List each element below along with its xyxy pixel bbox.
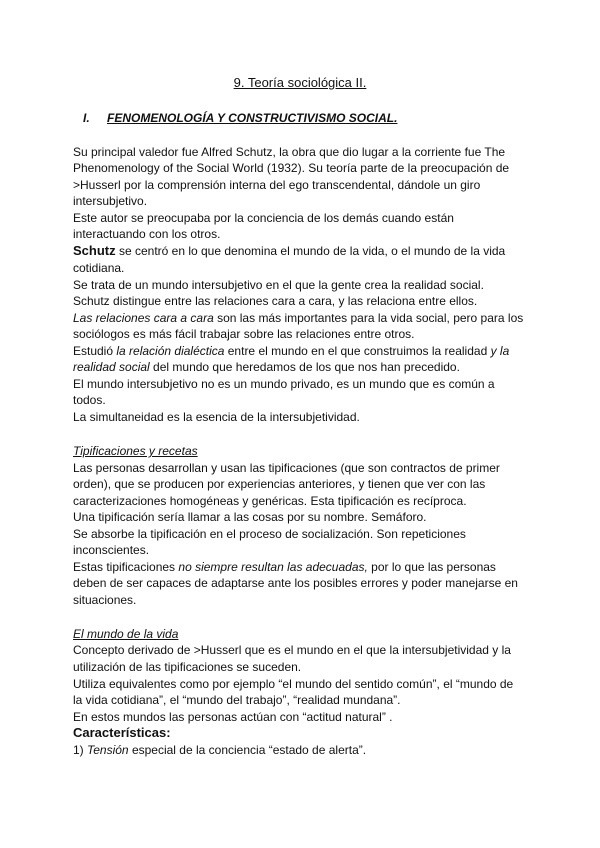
italic-term: y la <box>490 344 510 358</box>
text-span: especial de la conciencia “estado de alerta”. <box>128 743 367 757</box>
text-line: En estos mundos las personas actúan con “actitud natural” . <box>73 710 393 724</box>
text-line: situaciones. <box>73 593 137 607</box>
caracteristicas-heading: Características: <box>73 725 171 740</box>
italic-term: Tensión <box>87 743 129 757</box>
section-number: I. <box>83 111 90 125</box>
text-line: utilización de las tipificaciones se suceden. <box>73 660 302 674</box>
text-line: intersubjetivo. <box>73 194 148 208</box>
subsection-heading: El mundo de la vida <box>73 627 179 641</box>
italic-term: realidad social <box>73 360 150 374</box>
text-line <box>73 559 496 575</box>
text-span: Estudió <box>73 344 117 358</box>
text-line: Su principal valedor fue Alfred Schutz, la obra que dio lugar a la corriente fue The <box>73 145 506 159</box>
text-line: Schutz distingue entre las relaciones cara a cara, y las relaciona entre ellos. <box>73 294 478 308</box>
text-line: todos. <box>73 393 106 407</box>
text-span: Estas tipificaciones <box>73 560 179 574</box>
text-line: El mundo intersubjetivo no es un mundo privado, es un mundo que es común a <box>73 377 495 391</box>
text-line: Este autor se preocupaba por la conciencia de los demás cuando están <box>73 211 454 225</box>
text-line: inconscientes. <box>73 543 150 557</box>
text-span: por lo que las personas <box>367 560 496 574</box>
text-span: son las más importantes para la vida social, pero para los <box>213 311 524 325</box>
page-title: 9. Teoría sociológica II. <box>233 75 367 90</box>
text-line <box>73 359 460 375</box>
text-line: Phenomenology of the Social World (1932). Su teoría parte de la preocupación de <box>73 161 510 175</box>
text-line: Utiliza equivalentes como por ejemplo “el mundo del sentido común”, el “mundo de <box>73 677 514 691</box>
list-number: 1) <box>73 743 88 757</box>
text-line: >Husserl por la comprensión interna del ego transcendental, dándole un giro <box>73 178 481 192</box>
text-span: del mundo que heredamos de los que nos han precedido. <box>149 360 460 374</box>
italic-term: no siempre resultan las adecuadas, <box>178 560 368 574</box>
text-span: se centró en lo que denomina el mundo de la vida, o el mundo de la vida <box>115 244 506 258</box>
bold-term: Schutz <box>73 243 116 258</box>
text-line: La simultaneidad es la esencia de la intersubjetividad. <box>73 410 360 424</box>
italic-term: la relación dialéctica <box>116 344 225 358</box>
text-line <box>73 310 523 326</box>
text-span: entre el mundo en el que construimos la realidad <box>224 344 491 358</box>
text-line: la vida cotidiana”, el “mundo del trabajo”, “realidad mundana”. <box>73 693 401 707</box>
text-line: Concepto derivado de >Husserl que es el mundo en el que la intersubjetividad y la <box>73 643 511 657</box>
text-line: interactuando con los otros. <box>73 227 221 241</box>
text-line <box>73 243 505 259</box>
text-line: Se absorbe la tipificación en el proceso de socialización. Son repeticiones <box>73 527 466 541</box>
text-line: orden), que se producen por experiencias anteriores, y tienen que ver con las <box>73 477 486 491</box>
text-line: cotidiana. <box>73 261 125 275</box>
text-line: sociólogos es más fácil trabajar sobre las relaciones entre otros. <box>73 327 415 341</box>
text-line: caracterizaciones homogéneas y genéricas. Esta tipificación es recíproca. <box>73 494 467 508</box>
list-item <box>73 742 366 758</box>
text-line: deben de ser capaces de adaptarse ante los posibles errores y poder manejarse en <box>73 576 518 590</box>
text-line: Las personas desarrollan y usan las tipificaciones (que son contractos de primer <box>73 461 500 475</box>
section-title: FENOMENOLOGÍA Y CONSTRUCTIVISMO SOCIAL. <box>107 111 398 125</box>
text-line: Una tipificación sería llamar a las cosas por su nombre. Semáforo. <box>73 510 427 524</box>
section-heading <box>83 111 397 125</box>
text-line <box>73 343 509 359</box>
italic-term: Las relaciones cara a cara <box>73 311 214 325</box>
subsection-heading: Tipificaciones y recetas <box>73 444 198 458</box>
text-line: Se trata de un mundo intersubjetivo en el que la gente crea la realidad social. <box>73 278 484 292</box>
